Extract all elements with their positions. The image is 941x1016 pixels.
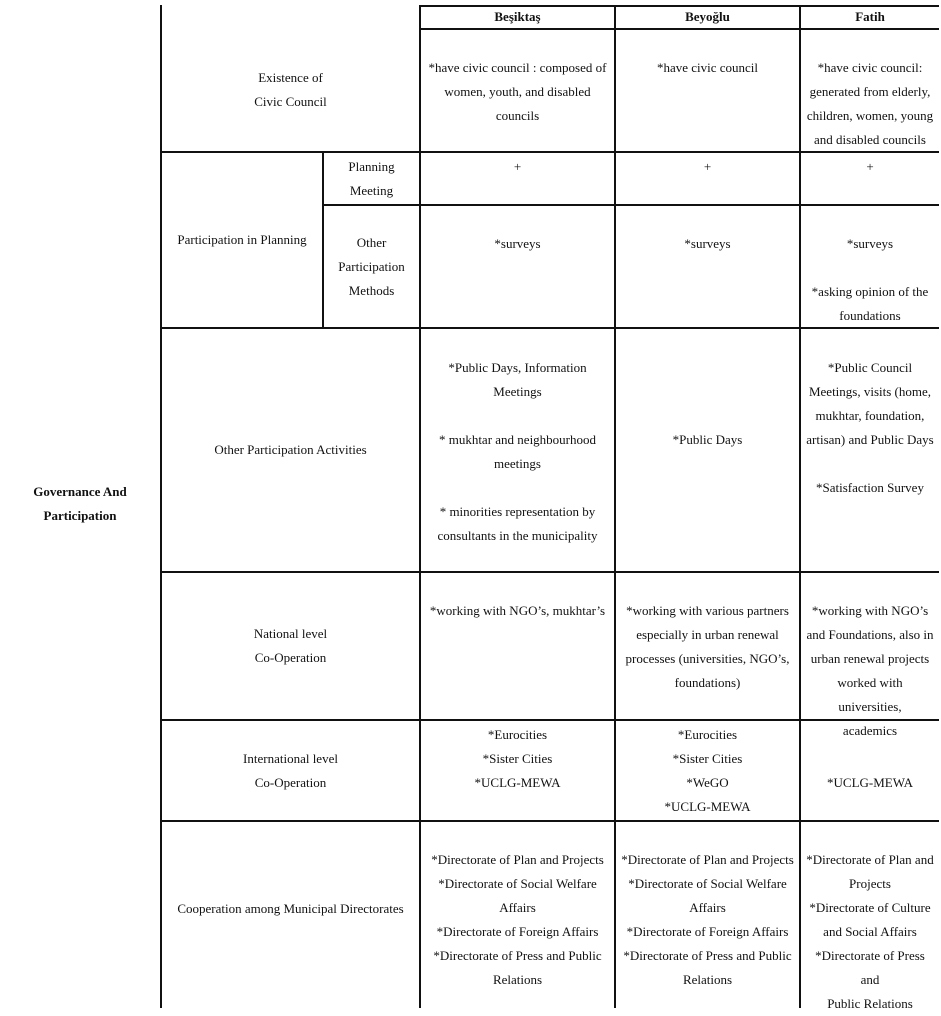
column-header-fatih: Fatih [855,8,885,24]
directorates-beyoglu: *Directorate of Plan and Projects *Directorate of Social Welfare Affairs *Directorate of Foreign Affairs *Directorate of Press and Public Relations [621,852,794,987]
row-label-national: National level Co-Operation [253,626,328,665]
other-methods-fatih: *surveys *asking opinion of the foundations [811,236,929,323]
row-label-international: International level Co-Operation [243,750,338,790]
planning-meeting-beyoglu: + [703,159,712,174]
row-label-other-activities: Other Participation Activities [214,442,367,457]
national-beyoglu: *working with various partners especially in urban renewal processes (universities, NGO’s, foundations) [625,603,790,690]
directorates-besiktas: *Directorate of Plan and Projects *Directorate of Social Welfare Affairs *Directorate of Foreign Affairs *Directorate of Press and Public Relations [431,852,604,987]
row-label-participation-planning: Participation in Planning [177,232,307,247]
civic-council-beyoglu: *have civic council [656,60,759,75]
civic-council-besiktas: *have civic council : composed of women, youth, and disabled councils [428,60,607,123]
other-activities-fatih: *Public Council Meetings, visits (home, mukhtar, foundation, artisan) and Public Days *Satisfaction Survey [806,360,934,495]
row-label-directorates: Cooperation among Municipal Directorates [177,901,404,916]
sub-row-label-other-methods: Other Participation Methods [338,234,405,298]
other-activities-besiktas: *Public Days, Information Meetings * mukhtar and neighbourhood meetings * minorities representation by consultants in the municipality [437,360,598,543]
directorates-fatih: *Directorate of Plan and Projects *Directorate of Culture and Social Affairs *Directorate of Press and Public Relations [806,852,934,1011]
row-label-civic-council: Existence of Civic Council [254,70,327,109]
national-fatih: *working with NGO’s and Foundations, also in urban renewal projects worked with universities, academics [806,603,934,738]
column-header-beyoglu: Beyoğlu [685,8,730,24]
planning-meeting-fatih: + [866,159,874,174]
other-methods-besiktas: *surveys [494,236,541,251]
international-besiktas: *Eurocities *Sister Cities *UCLG-MEWA [474,727,561,790]
international-fatih: *UCLG-MEWA [827,775,913,790]
sub-row-label-planning-meeting: Planning Meeting [348,158,395,198]
section-label: Governance And Participation [33,484,127,523]
national-besiktas: *working with NGO’s, mukhtar’s [429,603,606,618]
other-activities-beyoglu: *Public Days [672,432,743,447]
other-methods-beyoglu: *surveys [684,236,731,251]
planning-meeting-besiktas: + [513,159,522,174]
civic-council-fatih: *have civic council: generated from elderly, children, women, young and disabled councils [806,60,934,147]
column-header-besiktas: Beşiktaş [494,8,541,24]
international-beyoglu: *Eurocities *Sister Cities *WeGO *UCLG-MEWA [664,727,751,814]
